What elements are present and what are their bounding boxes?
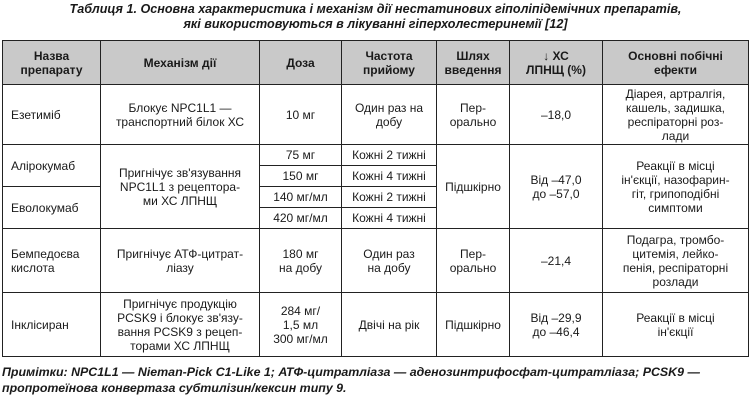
caption-line-1: Таблиця 1. Основна характеристика і механізм дії нестатинових гіполіпідемічних препаратів, [69, 2, 682, 16]
mechanism-cell: Блокує NPC1L1 — транспортний білок ХС [101, 85, 260, 145]
mechanism-cell: Пригнічує зв'язування NPC1L1 з рецептора- ми ХС ЛПНЩ [101, 145, 260, 229]
dose-cell: 150 мг [260, 166, 342, 187]
dose-cell: 10 мг [260, 85, 342, 145]
side-effects-cell: Подагра, тромбо- цитемія, лейко- пенія, респіраторні розлади [603, 229, 749, 293]
mechanism-cell: Пригнічує продукцію PCSK9 і блокує зв'язу- вання PCSK9 з рецеп- торами ХС ЛПНЩ [101, 293, 260, 357]
header-frequency: Частота прийому [342, 41, 437, 85]
notes-line-2: пропротеїнова конвертаза субтилізин/кексин типу 9. [2, 381, 347, 395]
frequency-cell: Двічі на рік [342, 293, 437, 357]
frequency-cell: Кожні 4 тижні [342, 208, 437, 229]
table-caption [0, 2, 751, 32]
table-row [3, 229, 749, 293]
header-mechanism: Механізм дії [101, 41, 260, 85]
table-row [3, 293, 749, 357]
ldl-cell: Від –29,9 до –46,4 [510, 293, 603, 357]
drug-name: Бемпедоєва кислота [3, 229, 101, 293]
dose-cell: 284 мг/ 1,5 мл 300 мг/мл [260, 293, 342, 357]
ldl-cell: –18,0 [510, 85, 603, 145]
header-route: Шлях введення [437, 41, 510, 85]
table-notes [2, 364, 748, 396]
table-row [3, 145, 749, 166]
route-cell: Підшкірно [437, 293, 510, 357]
header-dose: Доза [260, 41, 342, 85]
ldl-cell: Від –47,0 до –57,0 [510, 145, 603, 229]
header-side-effects: Основні побічні ефекти [603, 41, 749, 85]
drug-name: Інклісиран [3, 293, 101, 357]
drug-name: Еволокумаб [3, 187, 101, 229]
drug-name: Езетиміб [3, 85, 101, 145]
dose-cell: 420 мг/мл [260, 208, 342, 229]
dose-cell: 140 мг/мл [260, 187, 342, 208]
dose-cell: 75 мг [260, 145, 342, 166]
drug-name: Алірокумаб [3, 145, 101, 187]
frequency-cell: Один раз на добу [342, 85, 437, 145]
frequency-cell: Один раз на добу [342, 229, 437, 293]
route-cell: Пер- орально [437, 85, 510, 145]
side-effects-cell: Реакції в місці ін'єкції [603, 293, 749, 357]
frequency-cell: Кожні 4 тижні [342, 166, 437, 187]
dose-cell: 180 мг на добу [260, 229, 342, 293]
route-cell: Підшкірно [437, 145, 510, 229]
drug-table [2, 40, 749, 357]
notes-line-1: Примітки: NPC1L1 — Nieman-Pick C1-Like 1; АТФ-цитратліаза — аденозинтрифосфат-цитратліаза; PCSK9 — [2, 365, 700, 379]
frequency-cell: Кожні 2 тижні [342, 187, 437, 208]
table-row [3, 85, 749, 145]
mechanism-cell: Пригнічує АТФ-цитрат- ліазу [101, 229, 260, 293]
side-effects-cell: Діарея, артралгія, кашель, задишка, респіраторні роз- лади [603, 85, 749, 145]
ldl-cell: –21,4 [510, 229, 603, 293]
frequency-cell: Кожні 2 тижні [342, 145, 437, 166]
header-ldl: ↓ ХС ЛПНЩ (%) [510, 41, 603, 85]
header-row [3, 41, 749, 85]
side-effects-cell: Реакції в місці ін'єкції, назофарин- гіт, грипоподібні симптоми [603, 145, 749, 229]
route-cell: Пер- орально [437, 229, 510, 293]
header-name: Назва препарату [3, 41, 101, 85]
caption-line-2: які використовуються в лікуванні гіперхолестеринемії [12] [183, 17, 568, 31]
